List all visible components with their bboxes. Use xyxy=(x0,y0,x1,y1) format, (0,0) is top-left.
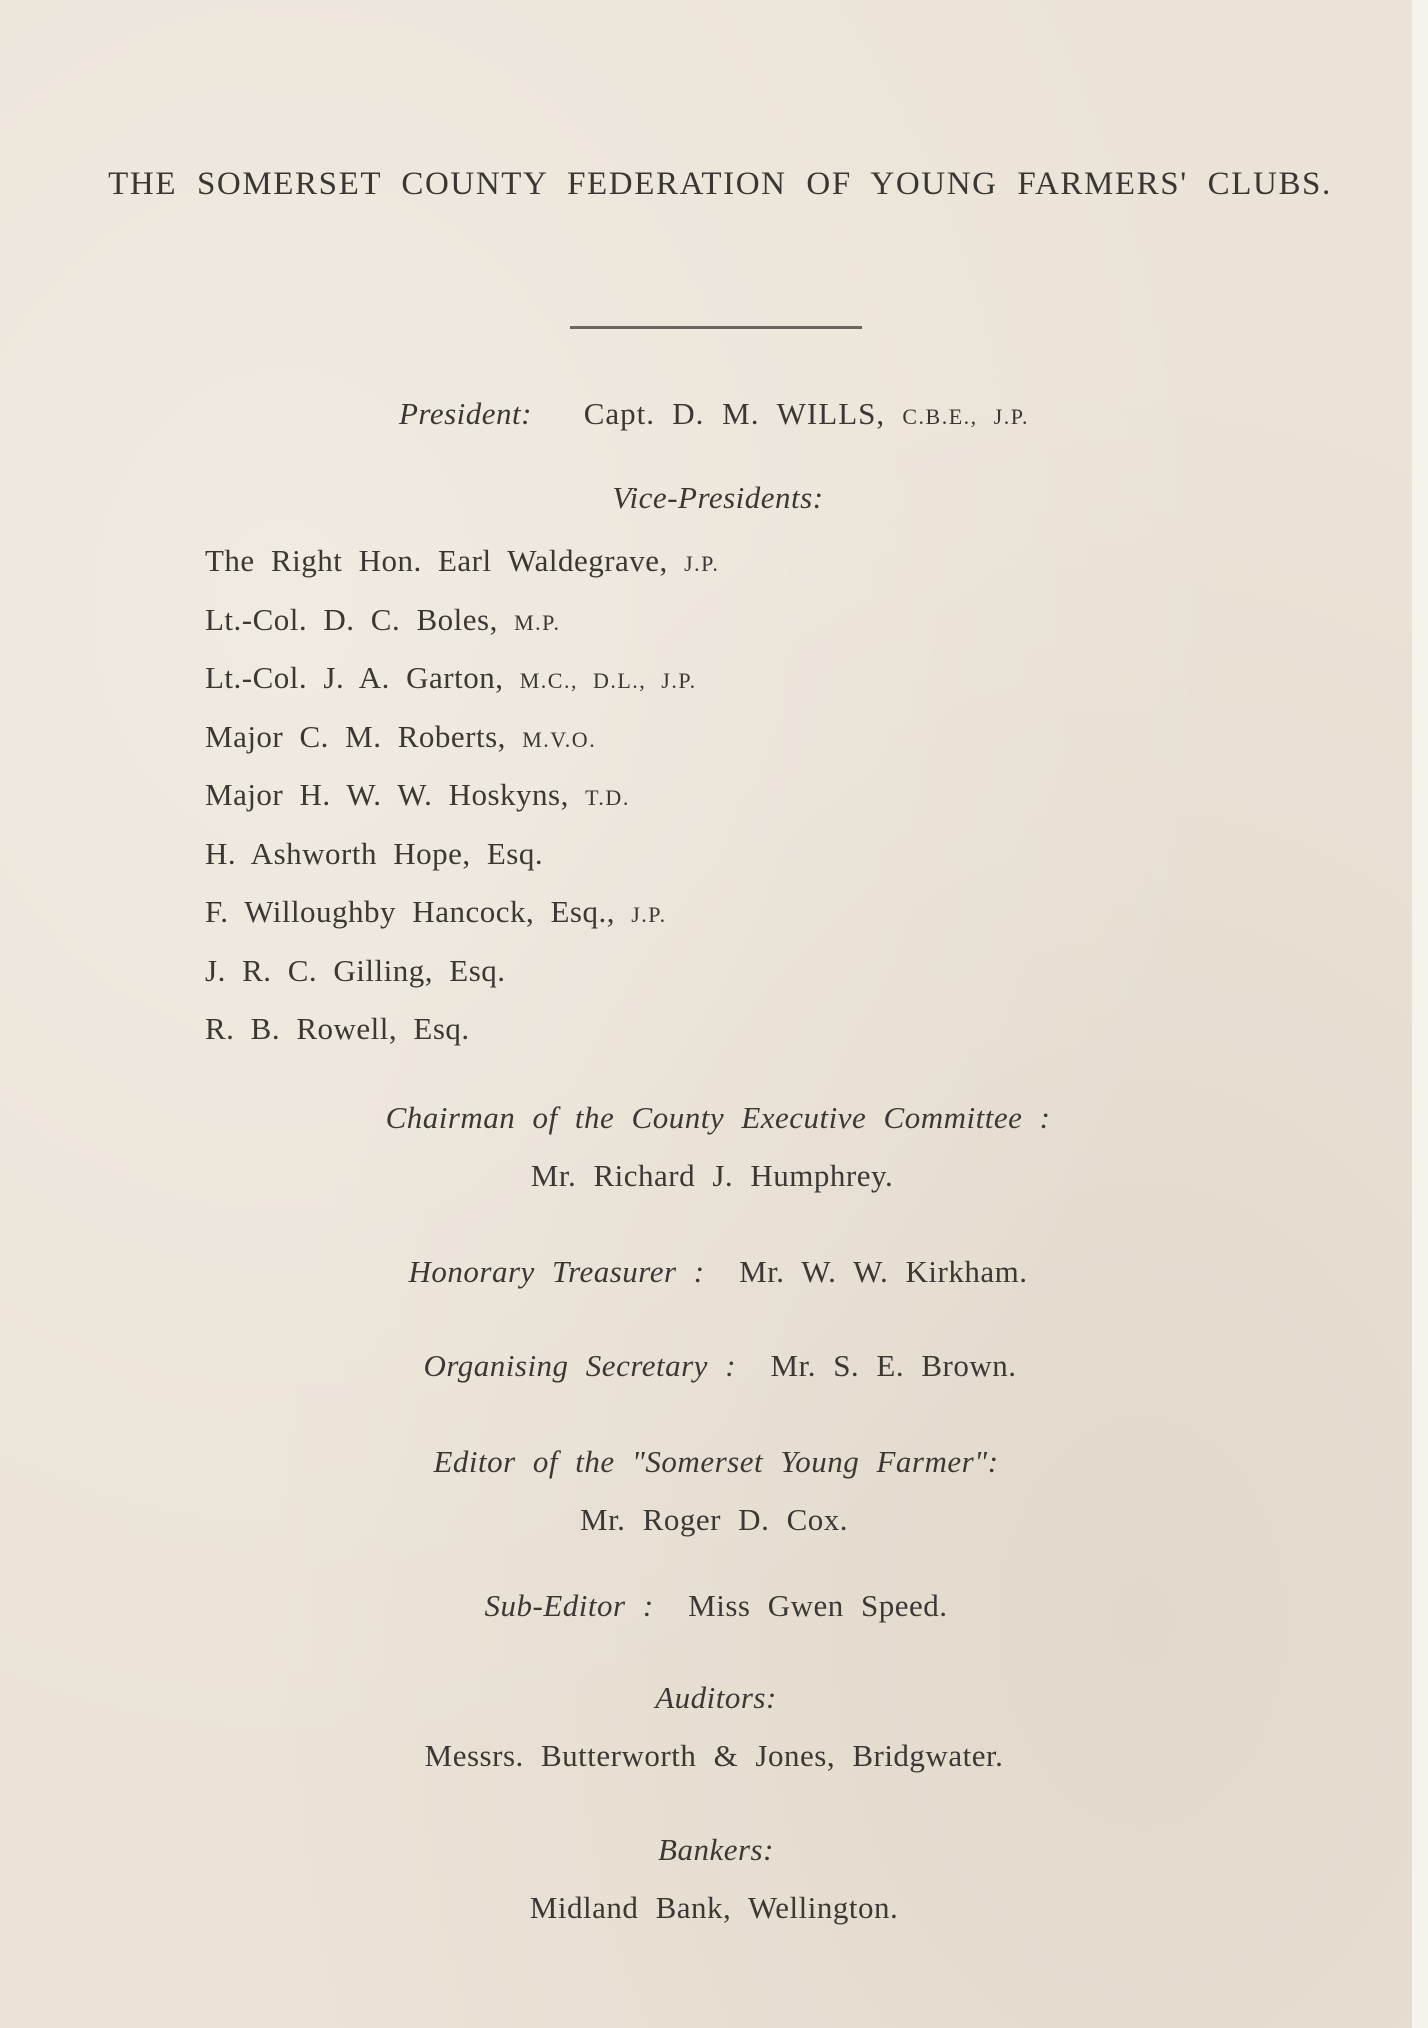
bankers-label: Bankers xyxy=(658,1832,764,1867)
bankers-heading xyxy=(2,1832,1428,1868)
president-honours: C.B.E., J.P. xyxy=(902,404,1030,429)
vice-presidents-heading xyxy=(4,480,1428,516)
sub-editor-name: Miss Gwen Speed. xyxy=(688,1588,948,1623)
auditors-heading xyxy=(2,1680,1428,1716)
vice-president-name: Lt.-Col. J. A. Garton, xyxy=(205,660,504,695)
vice-president-honours: T.D. xyxy=(585,785,630,810)
bankers-name: Midland Bank, Wellington. xyxy=(529,1890,899,1925)
president-line xyxy=(0,396,1428,432)
sub-editor-colon: : xyxy=(642,1588,654,1623)
vice-president-name: Major C. M. Roberts, xyxy=(205,718,506,754)
vice-president-honours: M.P. xyxy=(514,609,561,635)
auditors-name: Messrs. Butterworth & Jones, Bridgwater. xyxy=(424,1738,1004,1773)
editor-heading xyxy=(2,1444,1428,1480)
treasurer-colon: : xyxy=(693,1254,705,1289)
secretary-label: Organising Secretary xyxy=(423,1348,708,1383)
list-item xyxy=(205,942,1105,1001)
chairman-colon: : xyxy=(1039,1100,1051,1135)
list-item xyxy=(205,532,1105,591)
treasurer-line xyxy=(4,1254,1428,1290)
vice-president-name: J. R. C. Gilling, Esq. xyxy=(205,952,506,988)
bankers-colon: : xyxy=(763,1832,774,1867)
auditors-label: Auditors xyxy=(655,1680,766,1715)
vice-president-honours: J.P. xyxy=(631,902,667,927)
vice-president-name: The Right Hon. Earl Waldegrave, xyxy=(205,543,668,578)
list-item xyxy=(205,766,1105,825)
secretary-name: Mr. S. E. Brown. xyxy=(770,1348,1017,1383)
sub-editor-label: Sub-Editor xyxy=(484,1588,626,1623)
vice-president-honours: J.P. xyxy=(684,551,720,576)
vice-president-name: Major H. W. W. Hoskyns, xyxy=(205,777,569,812)
president-colon: : xyxy=(521,396,532,431)
chairman-heading xyxy=(4,1100,1428,1136)
vice-president-honours: M.V.O. xyxy=(522,726,597,752)
president-name: D. M. WILLS, xyxy=(672,396,886,431)
editor-colon: : xyxy=(987,1444,999,1479)
chairman-name: Mr. Richard J. Humphrey. xyxy=(530,1158,894,1193)
secretary-line xyxy=(6,1348,1428,1384)
secretary-colon: : xyxy=(725,1348,737,1383)
list-item xyxy=(205,825,1105,884)
title-divider xyxy=(570,326,862,329)
chairman-label: Chairman of the County Executive Committee xyxy=(385,1100,1023,1135)
treasurer-name: Mr. W. W. Kirkham. xyxy=(739,1254,1028,1289)
list-item xyxy=(205,1000,1105,1059)
sub-editor-line xyxy=(2,1588,1428,1624)
vice-presidents-list xyxy=(205,532,1105,1059)
vice-president-name: R. B. Rowell, Esq. xyxy=(205,1011,470,1046)
list-item xyxy=(205,883,1105,942)
list-item xyxy=(205,591,1105,650)
president-title: Capt. xyxy=(583,396,656,431)
vice-presidents-colon: : xyxy=(812,480,824,515)
vice-president-name: Lt.-Col. D. C. Boles, xyxy=(205,601,498,637)
page-edge xyxy=(1412,0,1428,2028)
editor-name: Mr. Roger D. Cox. xyxy=(580,1502,848,1537)
auditors-colon: : xyxy=(765,1680,777,1715)
president-label: President xyxy=(398,396,522,431)
vice-president-name: F. Willoughby Hancock, Esq., xyxy=(205,894,615,929)
editor-label: Editor of the "Somerset Young Farmer" xyxy=(433,1444,988,1479)
vice-president-name: H. Ashworth Hope, Esq. xyxy=(205,835,544,871)
list-item xyxy=(205,708,1105,767)
treasurer-label: Honorary Treasurer xyxy=(408,1254,677,1289)
list-item xyxy=(205,649,1105,708)
document-title: THE SOMERSET COUNTY FEDERATION OF YOUNG FARMERS' CLUBS. xyxy=(108,166,1332,202)
vice-president-honours: M.C., D.L., J.P. xyxy=(519,668,697,693)
vice-presidents-label: Vice-Presidents xyxy=(612,480,813,515)
